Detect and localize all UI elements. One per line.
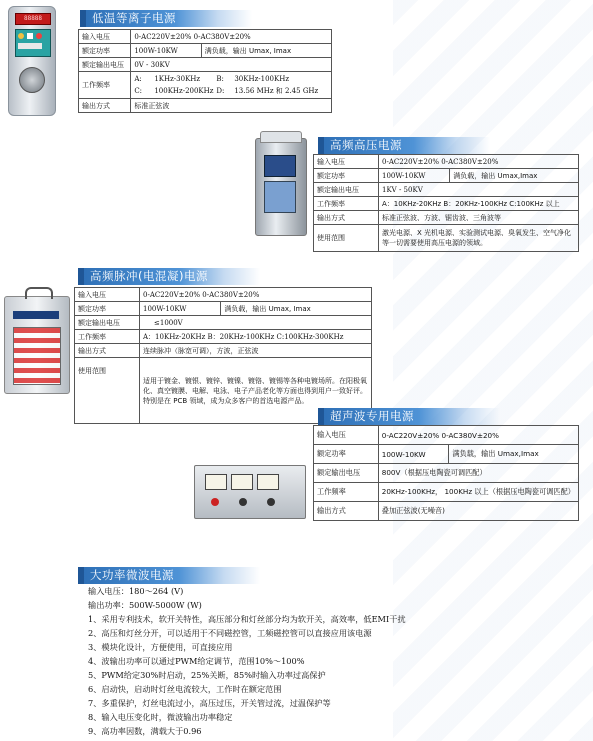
spec-value: 激光电源、X 光机电源、实验测试电源、臭氧发生、空气净化等一切需要使用高压电源的领域。 [379,225,579,252]
spec-value: 0-AC220V±20% 0-AC380V±20% [140,288,372,302]
list-item: 输出功率：500W-5000W (W) [88,600,202,610]
hf-pulse-spec-table [74,287,372,424]
spec-value: 0-AC220V±20% 0-AC380V±20% [378,426,578,445]
spec-value: 1KV - 50KV [379,183,579,197]
spec-label: 额定功率 [79,44,131,58]
list-item: 6、启动快，启动时灯丝电流较大，工作时在额定范围 [88,684,282,694]
spec-value: 连续脉冲（脉宽可调），方波，正弦波 [140,344,372,358]
spec-value: 100W-10KW [140,302,221,316]
spec-label: 使用范围 [75,358,140,424]
list-item: 3、模块化设计，方便使用，可直接应用 [88,642,233,652]
spec-value: 0V - 30KV [131,58,332,72]
device-display: 88888 [15,13,51,25]
spec-value: 100W-10KW [378,445,449,464]
spec-label: 输出方式 [75,344,140,358]
spec-value: A：10KHz-20KHz B：20KHz-100KHz C:100KHz 以上 [379,197,579,211]
ultrasonic-spec-table [313,425,579,521]
spec-value: A：10KHz-20KHz B：20KHz-100KHz C:100KHz-300KHz [140,330,372,344]
spec-label: 输出方式 [314,502,379,521]
spec-label: 工作频率 [314,483,379,502]
spec-value: ≤1000V [140,316,372,330]
hf-pulse-power-supply-image [4,296,70,394]
plasma-power-supply-image [8,6,56,116]
section-title-hf-hv: 高频高压电源 [320,137,490,154]
list-item: 2、高压和灯丝分开，可以适用于不同磁控管，工频磁控管可以直接应用该电源 [88,628,372,638]
spec-label: 额定输出电压 [314,464,379,483]
list-item: 8、输入电压变化时，微波输出功率稳定 [88,712,233,722]
list-item: 5、PWM给定30%时启动，25%关断，85%时输入功率过高保护 [88,670,326,680]
spec-label: 额定输出电压 [75,316,140,330]
spec-value: 叠加正弦波(无噪音) [378,502,578,521]
hf-hv-spec-table [313,154,579,252]
spec-value: 满负载，输出 Umax,Imax [449,445,579,464]
spec-label: 工作频率 [75,330,140,344]
list-item: 输入电压：180～264 (V) [88,586,184,596]
spec-label: 输入电压 [314,155,379,169]
spec-label: 工作频率 [314,197,379,211]
spec-value: 满负载，输出 Umax,Imax [450,169,579,183]
spec-label: 额定功率 [314,169,379,183]
spec-label: 使用范围 [314,225,379,252]
section-title-plasma: 低温等离子电源 [82,10,252,27]
spec-label: 输入电压 [75,288,140,302]
spec-value: 800V（根据压电陶瓷可调匹配） [378,464,578,483]
spec-label: 输入电压 [314,426,379,445]
list-item: 7、多重保护，灯丝电流过小，高压过压，开关管过流，过温保护等 [88,698,331,708]
spec-label: 额定功率 [75,302,140,316]
list-item: 9、高功率因数，满载大于0.96 [88,726,202,736]
spec-value: 20KHz-100KHz， 100KHz 以上（根据压电陶瓷可调匹配） [378,483,578,502]
list-item: 4、波输出功率可以通过PWM给定调节，范围10%～100% [88,656,305,666]
spec-value: 满负载，输出 Umax, Imax [201,44,331,58]
spec-label: 额定功率 [314,445,379,464]
spec-value: 满负载，输出 Umax, Imax [221,302,372,316]
hf-hv-power-supply-image [255,138,307,236]
background-decoration [393,0,593,741]
spec-value: 100W-10KW [379,169,450,183]
spec-label: 额定输出电压 [79,58,131,72]
spec-value: 适用于镀金、镀银、镀锌、镀镍、镀铬、镀锡等各种电镀场所。在阳极氧化、真空镀膜、电解、电泳、电子产品老化等方面也得到用户一致好评。特别是在 PCB 领域，成为众多客户的首选电源产品。 [140,358,372,424]
spec-value: 0-AC220V±20% 0-AC380V±20% [131,30,332,44]
spec-value: A: 1KHz-30KHz B: 30KHz-100KHz C: 100KHz-200KHz D: 13.56 MHz 和 2.45 GHz [131,72,332,99]
spec-value: 标准正弦波、方波、锯齿波、三角波等 [379,211,579,225]
spec-value: 100W-10KW [131,44,201,58]
plasma-spec-table [78,29,332,113]
spec-value: 标准正弦波 [131,99,332,113]
list-item: 1、采用专利技术，软开关特性，高压部分和灯丝部分均为软开关，高效率，低EMI干扰 [88,614,406,624]
spec-label: 额定输出电压 [314,183,379,197]
spec-value: 0-AC220V±20% 0-AC380V±20% [379,155,579,169]
ultrasonic-power-supply-image [194,465,306,519]
knob-icon [19,67,45,93]
section-title-ultrasonic: 超声波专用电源 [320,408,500,425]
spec-label: 输出方式 [314,211,379,225]
spec-label: 工作频率 [79,72,131,99]
section-title-hf-pulse: 高频脉冲(电混凝)电源 [80,268,260,285]
spec-label: 输出方式 [79,99,131,113]
section-title-microwave: 大功率微波电源 [80,567,260,584]
spec-label: 输入电压 [79,30,131,44]
